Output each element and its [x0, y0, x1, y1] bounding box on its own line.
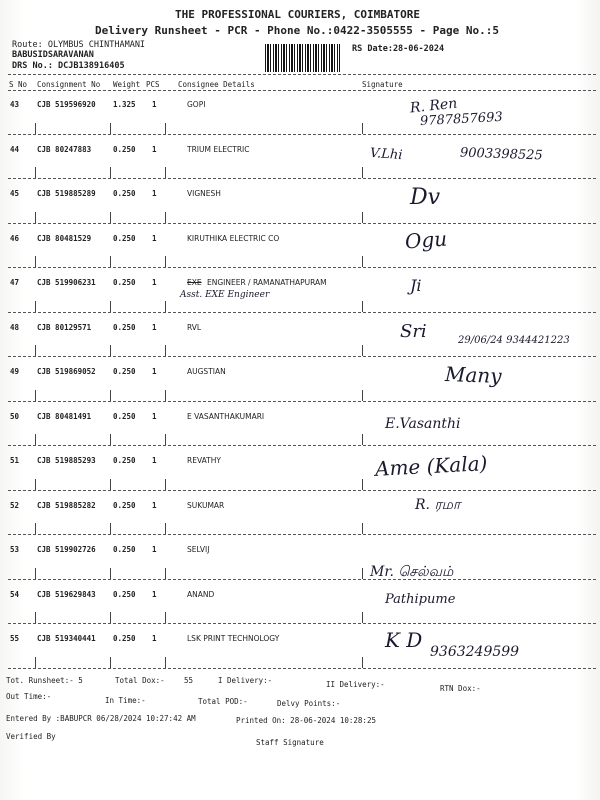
column-tick — [362, 434, 363, 445]
row-pcs: 1 — [152, 367, 157, 376]
table-row — [0, 624, 600, 669]
col-sno: S No — [9, 80, 28, 89]
row-signature: Ogu — [404, 226, 448, 253]
row-consignment: CJB 519885282 — [37, 500, 96, 510]
staff-name: BABUSIDSARAVANAN — [12, 50, 94, 60]
column-tick — [110, 523, 111, 534]
column-tick — [35, 479, 36, 490]
column-tick — [110, 167, 111, 178]
total-dox-label: Total Dox:- — [115, 676, 165, 685]
row-consignee: RVL — [187, 322, 202, 332]
row-sno: 54 — [10, 589, 20, 599]
table-row — [0, 402, 600, 447]
column-tick — [35, 345, 36, 356]
company-title: THE PROFESSIONAL COURIERS, COIMBATORE — [175, 8, 421, 21]
column-tick — [165, 390, 166, 401]
row-sno: 45 — [10, 189, 20, 198]
printed-on: Printed On: 28-06-2024 10:28:25 — [236, 716, 376, 725]
row-weight: 0.250 — [113, 278, 136, 287]
row-consignee-struck: EXE — [187, 278, 202, 287]
staff-signature: Staff Signature — [256, 738, 324, 747]
row-consignee: KIRUTHIKA ELECTRIC CO — [187, 233, 280, 243]
row-weight: 1.325 — [113, 100, 136, 109]
row-consignment: CJB 519885293 — [37, 456, 96, 465]
row-weight: 0.250 — [113, 456, 136, 465]
table-row — [0, 268, 600, 313]
table-row — [0, 135, 600, 180]
column-tick — [110, 657, 111, 668]
column-tick — [110, 390, 111, 401]
table-row — [0, 90, 600, 135]
row-weight: 0.250 — [113, 411, 136, 421]
total-pod: Total POD:- — [198, 697, 248, 706]
col-signature: Signature — [362, 80, 403, 89]
row-weight: 0.250 — [113, 144, 136, 154]
row-consignee: ANAND — [187, 589, 215, 599]
column-tick — [35, 123, 36, 134]
runsheet-subtitle: Delivery Runsheet - PCR - Phone No.:0422-3505555 - Page No.:5 — [95, 24, 499, 37]
column-tick — [362, 657, 363, 668]
tot-runsheet: Tot. Runsheet:- 5 — [6, 676, 83, 685]
header-rule-top — [8, 74, 596, 75]
column-tick — [362, 568, 363, 579]
column-tick — [362, 479, 363, 490]
row-sno: 53 — [10, 545, 20, 554]
row-consignment: CJB 80481529 — [37, 233, 92, 243]
delvy-points: Delvy Points:- — [277, 699, 341, 708]
row-weight: 0.250 — [113, 545, 136, 554]
table-row — [0, 224, 600, 269]
ii-delivery: II Delivery:- — [326, 680, 385, 689]
table-row — [0, 491, 600, 536]
row-pcs: 1 — [152, 233, 157, 243]
row-consignment: CJB 80247883 — [37, 144, 92, 154]
table-row — [0, 535, 600, 580]
row-consignee: ENGINEER / RAMANATHAPURAM — [207, 278, 327, 287]
column-tick — [165, 568, 166, 579]
col-consignee: Consignee Details — [178, 80, 255, 89]
column-tick — [35, 434, 36, 445]
row-weight: 0.250 — [113, 189, 136, 198]
column-tick — [110, 212, 111, 223]
row-signature: Dv — [410, 185, 441, 210]
table-row — [0, 357, 600, 402]
table-row — [0, 313, 600, 358]
row-consignee: AUGSTIAN — [187, 367, 226, 376]
column-tick — [165, 479, 166, 490]
rs-date: RS Date:28-06-2024 — [352, 44, 445, 54]
row-pcs: 1 — [152, 322, 157, 332]
total-dox-value: 55 — [184, 676, 194, 685]
col-consignment: Consignment No — [37, 80, 101, 89]
column-tick — [110, 301, 111, 312]
column-tick — [110, 568, 111, 579]
row-weight: 0.250 — [113, 634, 136, 643]
row-consignment: CJB 519902726 — [37, 545, 96, 554]
row-weight: 0.250 — [113, 322, 136, 332]
table-row — [0, 179, 600, 224]
row-consignment: CJB 519629843 — [37, 589, 96, 599]
column-tick — [165, 612, 166, 623]
row-signature-note: 29/06/24 9344421223 — [458, 334, 570, 346]
row-signature-note: 9787857693 — [419, 109, 504, 130]
row-sno: 50 — [10, 411, 20, 421]
i-delivery: I Delivery:- — [218, 676, 273, 685]
col-pcs: PCS — [146, 80, 160, 89]
row-consignee: SELVIJ — [187, 545, 210, 554]
column-tick — [362, 390, 363, 401]
column-tick — [362, 345, 363, 356]
row-consignment: CJB 80129571 — [37, 322, 92, 332]
row-pcs: 1 — [152, 189, 157, 198]
column-tick — [165, 256, 166, 267]
row-consignee: GOPI — [187, 100, 206, 109]
in-time: In Time:- — [105, 696, 146, 705]
verified-by: Verified By — [6, 732, 56, 741]
column-tick — [35, 612, 36, 623]
column-tick — [35, 657, 36, 668]
column-tick — [362, 301, 363, 312]
column-tick — [35, 256, 36, 267]
row-pcs: 1 — [152, 144, 157, 154]
column-tick — [165, 212, 166, 223]
row-signature: Ame (Kala) — [374, 451, 488, 481]
footer-rule — [8, 668, 596, 669]
row-consignment: CJB 519340441 — [37, 634, 96, 643]
row-sno: 48 — [10, 322, 20, 332]
column-tick — [35, 523, 36, 534]
row-consignee: SUKUMAR — [187, 500, 225, 510]
row-weight: 0.250 — [113, 367, 136, 376]
row-pcs: 1 — [152, 589, 157, 599]
row-signature: Many — [444, 362, 502, 388]
row-sno: 43 — [10, 100, 20, 109]
column-tick — [35, 568, 36, 579]
column-tick — [362, 523, 363, 534]
row-consignment: CJB 519869052 — [37, 367, 96, 376]
row-consignment: CJB 519885289 — [37, 189, 96, 198]
column-tick — [110, 479, 111, 490]
row-consignment: CJB 519906231 — [37, 278, 96, 287]
row-signature: Sri — [400, 320, 427, 342]
out-time: Out Time:- — [6, 692, 52, 701]
row-sno: 51 — [10, 456, 20, 465]
column-tick — [110, 612, 111, 623]
column-tick — [362, 256, 363, 267]
row-signature-note: 9363249599 — [430, 644, 520, 660]
barcode — [265, 44, 340, 72]
column-tick — [165, 167, 166, 178]
column-tick — [35, 212, 36, 223]
rtn-dox: RTN Dox:- — [440, 684, 481, 693]
table-row — [0, 563, 600, 625]
table-row — [0, 446, 600, 491]
row-sno: 55 — [10, 634, 20, 643]
column-tick — [362, 123, 363, 134]
row-signature: R. ரமா — [415, 496, 461, 513]
column-tick — [110, 434, 111, 445]
drs-number: DRS No.: DCJB138916405 — [12, 61, 125, 71]
row-weight: 0.250 — [113, 589, 136, 599]
column-tick — [35, 167, 36, 178]
row-weight: 0.250 — [113, 233, 136, 243]
row-signature-note: Pathipume — [385, 591, 456, 607]
column-tick — [362, 167, 363, 178]
row-pcs: 1 — [152, 456, 157, 465]
row-pcs: 1 — [152, 545, 157, 554]
route-label: Route: OLYMBUS CHINTHAMANI — [12, 40, 146, 50]
row-pcs: 1 — [152, 411, 157, 421]
row-signature: Mr. செல்வம் — [370, 563, 454, 580]
row-consignment: CJB 80481491 — [37, 411, 92, 421]
row-pcs: 1 — [152, 500, 157, 510]
column-tick — [165, 301, 166, 312]
column-tick — [165, 345, 166, 356]
column-tick — [35, 390, 36, 401]
column-tick — [165, 657, 166, 668]
row-consignee: REVATHY — [187, 456, 221, 465]
row-weight: 0.250 — [113, 500, 136, 510]
column-tick — [110, 256, 111, 267]
row-pcs: 1 — [152, 100, 157, 109]
row-sno: 44 — [10, 144, 20, 154]
row-pcs: 1 — [152, 278, 157, 287]
row-sno: 52 — [10, 500, 20, 510]
row-sno: 47 — [10, 278, 20, 287]
row-consignee: E VASANTHAKUMARI — [187, 411, 265, 421]
row-signature-note: 9003398525 — [459, 145, 543, 163]
column-tick — [35, 301, 36, 312]
row-consignee-note: Asst. EXE Engineer — [180, 290, 270, 300]
row-consignee: VIGNESH — [187, 189, 221, 198]
column-tick — [165, 434, 166, 445]
row-consignment: CJB 519596920 — [37, 100, 96, 109]
column-tick — [110, 123, 111, 134]
row-consignee: LSK PRINT TECHNOLOGY — [187, 634, 280, 643]
row-pcs: 1 — [152, 634, 157, 643]
row-signature: Ji — [410, 276, 422, 295]
column-tick — [110, 345, 111, 356]
column-tick — [362, 212, 363, 223]
column-tick — [165, 523, 166, 534]
row-signature: R. Ren — [409, 95, 459, 117]
row-sno: 49 — [10, 367, 20, 376]
row-signature: E.Vasanthi — [385, 415, 461, 432]
row-sno: 46 — [10, 233, 20, 243]
entered-by: Entered By :BABUPCR 06/28/2024 10:27:42 AM — [6, 714, 196, 723]
row-consignee: TRIUM ELECTRIC — [187, 144, 250, 154]
column-tick — [362, 612, 363, 623]
row-signature: K D — [385, 628, 423, 652]
col-weight: Weight — [113, 80, 141, 89]
column-tick — [165, 123, 166, 134]
row-signature: V.Lhi — [369, 145, 403, 163]
